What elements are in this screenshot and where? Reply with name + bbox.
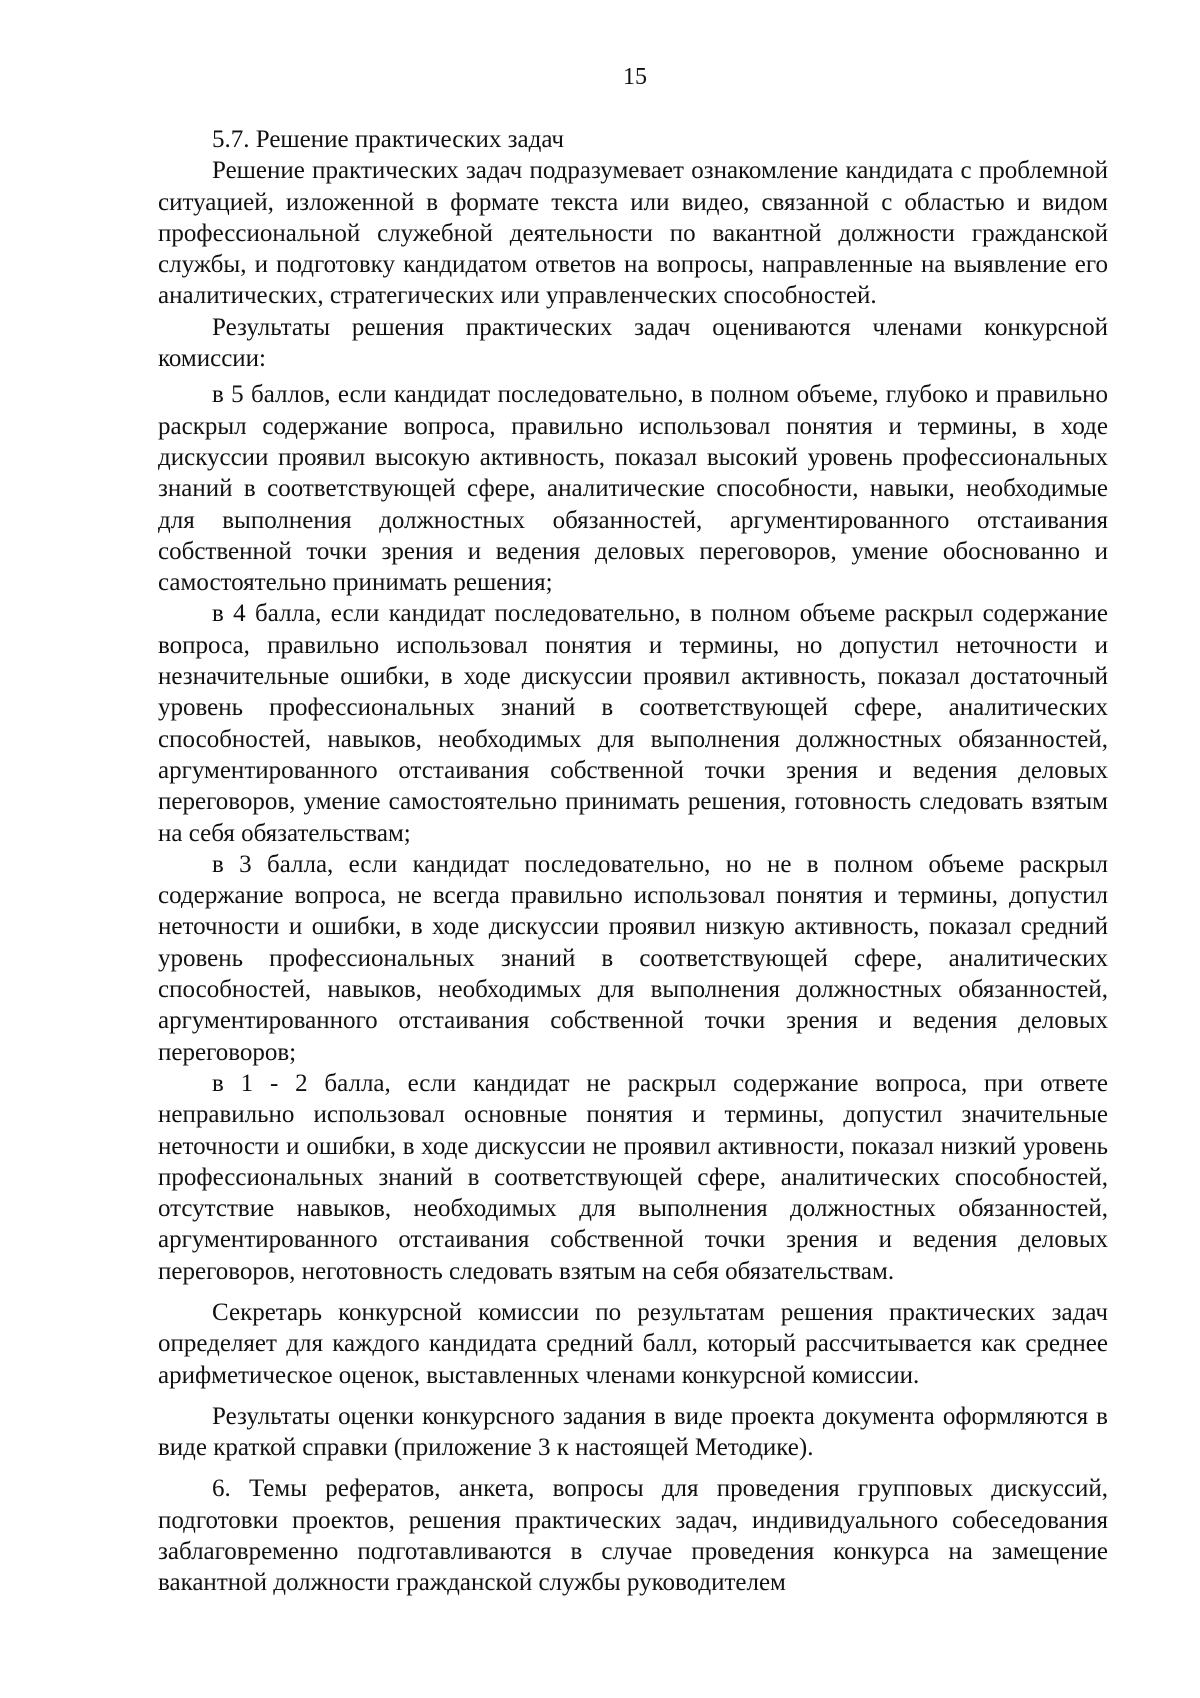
paragraph-score-3: в 3 балла, если кандидат последовательно, но не в полном объеме раскрыл содержание вопроса, не всегда правильно использовал понятия и термины, допустил неточности и ошибки, в ходе дискуссии проявил низкую активность, показал средний уровень профессиональных знаний в соответствующей сфере, аналитических способностей, навыков, необходимых для выполнения должностных обязанностей, аргументированного отстаивания собственной точки зрения и ведения деловых переговоров; (158, 850, 1108, 1066)
page-number: 15 (623, 64, 647, 90)
section-heading: 5.7. Решение практических задач (212, 126, 564, 153)
paragraph-results-format: Результаты оценки конкурсного задания в виде проекта документа оформляются в виде краткой справки (приложение 3 к настоящей Методике). (158, 1402, 1108, 1462)
paragraph-topics-preparation: 6. Темы рефератов, анкета, вопросы для проведения групповых дискуссий, подготовки проектов, решения практических задач, индивидуального собеседования заблаговременно подготавливаются в случае проведения конкурса на замещение вакантной должности гражданской службы руководителем (158, 1475, 1108, 1597)
paragraph-evaluation-intro: Результаты решения практических задач оцениваются членами конкурсной комиссии: (158, 313, 1108, 373)
document-body (158, 124, 1108, 1599)
paragraph-secretary: Секретарь конкурсной комиссии по результатам решения практических задач определяет для каждого кандидата средний балл, который рассчитывается как среднее арифметическое оценок, выставленных членами конкурсной комиссии. (158, 1298, 1108, 1389)
paragraph-score-1-2: в 1 - 2 балла, если кандидат не раскрыл содержание вопроса, при ответе неправильно использовал основные понятия и термины, допустил значительные неточности и ошибки, в ходе дискуссии не проявил активности, показал низкий уровень профессиональных знаний в соответствующей сфере, аналитических способностей, отсутствие навыков, необходимых для выполнения должностных обязанностей, аргументированного отстаивания собственной точки зрения и ведения деловых переговоров, неготовность следовать взятым на себя обязательствам. (158, 1069, 1108, 1285)
paragraph-score-5: в 5 баллов, если кандидат последовательно, в полном объеме, глубоко и правильно раскрыл содержание вопроса, правильно использовал понятия и термины, в ходе дискуссии проявил высокую активность, показал высокий уровень профессиональных знаний в соответствующей сфере, аналитические способности, навыки, необходимые для выполнения должностных обязанностей, аргументированного отстаивания собственной точки зрения и ведения деловых переговоров, умение обоснованно и самостоятельно принимать решения; (158, 381, 1108, 597)
paragraph-score-4: в 4 балла, если кандидат последовательно, в полном объеме раскрыл содержание вопроса, правильно использовал понятия и термины, но допустил неточности и незначительные ошибки, в ходе дискуссии проявил активность, показал достаточный уровень профессиональных знаний в соответствующей сфере, аналитических способностей, навыков, необходимых для выполнения должностных обязанностей, аргументированного отстаивания собственной точки зрения и ведения деловых переговоров, умение самостоятельно принимать решения, готовность следовать взятым на себя обязательствам; (158, 600, 1108, 847)
paragraph-task-description: Решение практических задач подразумевает ознакомление кандидата с проблемной ситуацией, изложенной в формате текста или видео, связанной с областью и видом профессиональной служебной деятельности по вакантной должности гражданской службы, и подготовку кандидатом ответов на вопросы, направленные на выявление его аналитических, стратегических или управленческих способностей. (158, 157, 1108, 310)
